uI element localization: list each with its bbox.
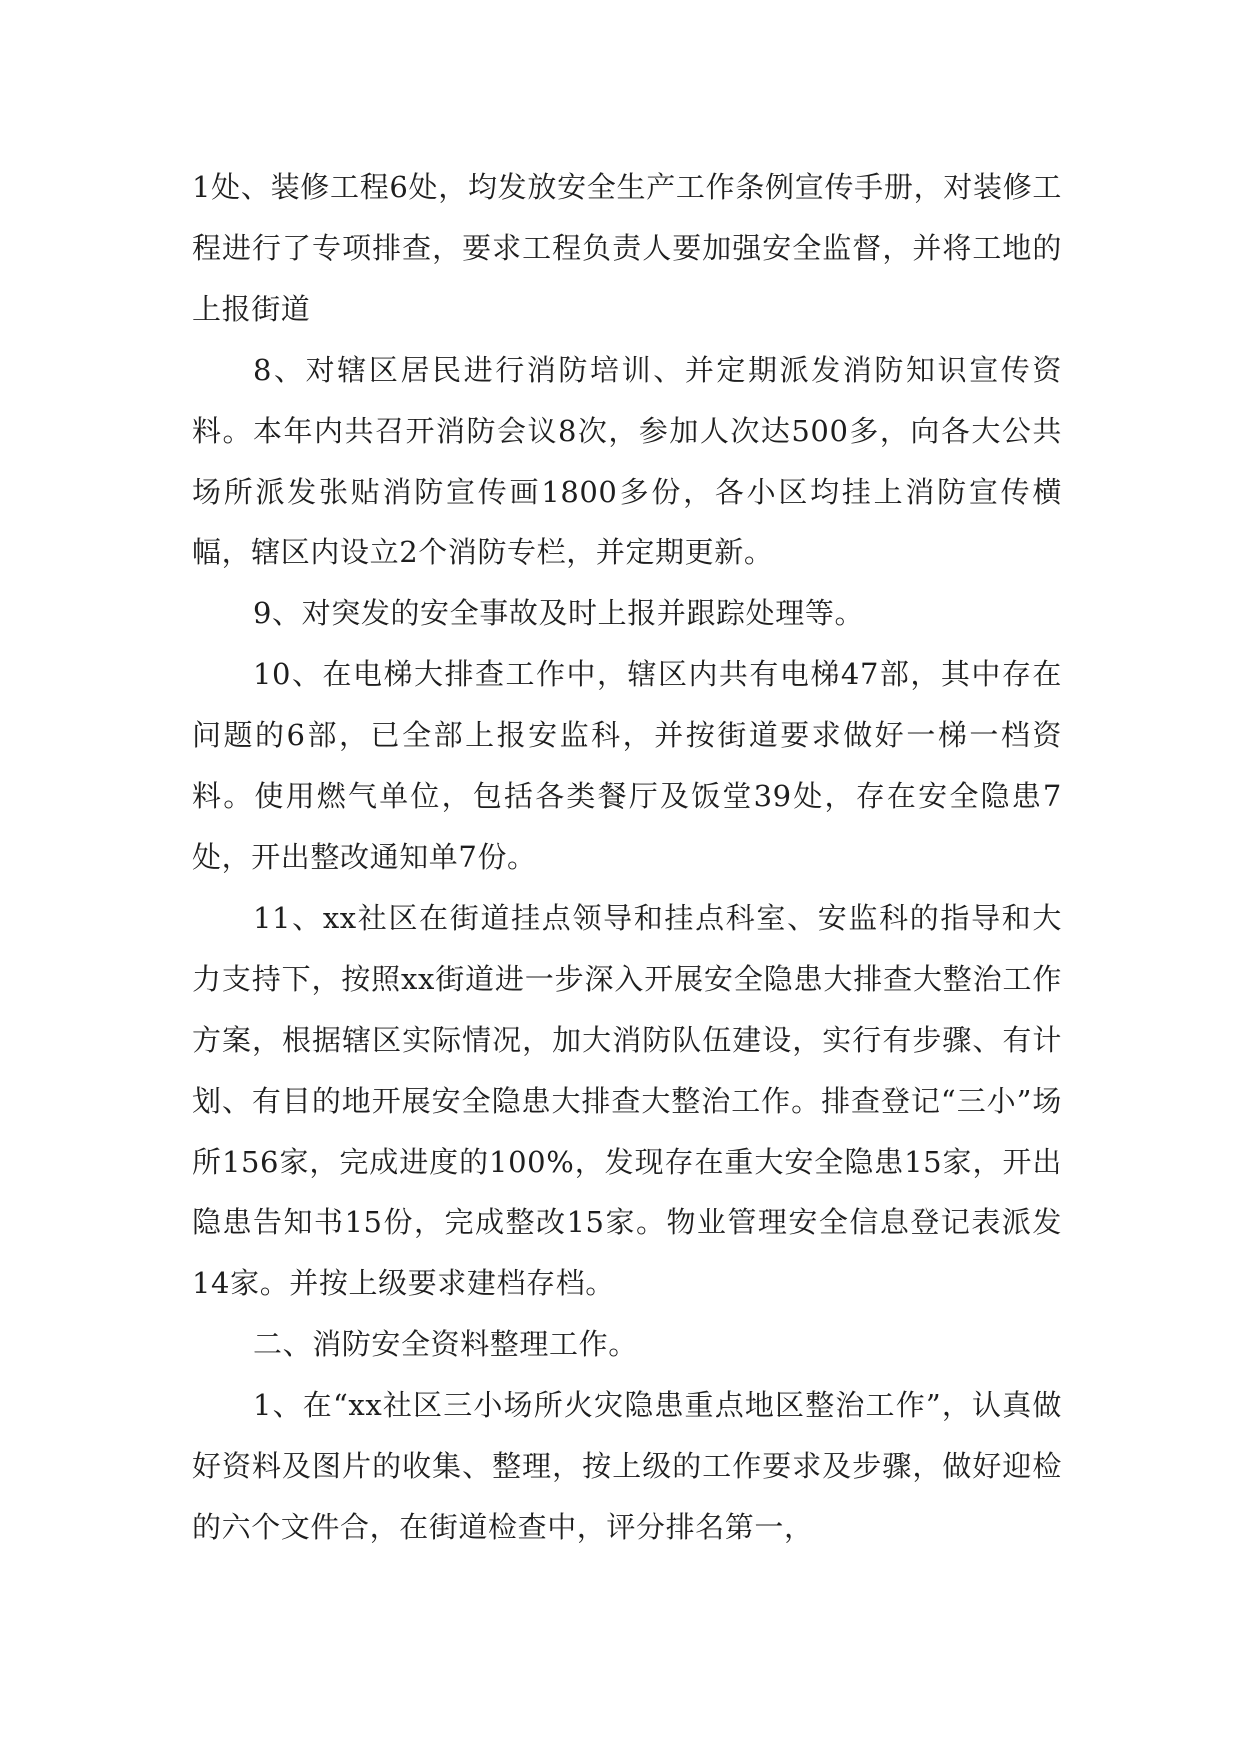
paragraph-item-8: 8、对辖区居民进行消防培训、并定期派发消防知识宣传资料。本年内共召开消防会议8次，参加人次达500多，向各大公共场所派发张贴消防宣传画1800多份，各小区均挂上消防宣传横幅，辖区内设立2个消防专栏，并定期更新。 xyxy=(192,352,1062,570)
paragraph-item-9: 9、对突发的安全事故及时上报并跟踪处理等。 xyxy=(253,596,865,631)
paragraph-item-10: 10、在电梯大排查工作中，辖区内共有电梯47部，其中存在问题的6部，已全部上报安监科，并按街道要求做好一梯一档资料。使用燃气单位，包括各类餐厅及饭堂39处，存在安全隐患7处，开出整改通知单7份。 xyxy=(192,657,1062,874)
paragraph-item-11: 11、xx社区在街道挂点领导和挂点科室、安监科的指导和大力支持下，按照xx街道进一步深入开展安全隐患大排查大整治工作方案，根据辖区实际情况，加大消防队伍建设，实行有步骤、有计划、有目的地开展安全隐患大排查大整治工作。排查登记“三小”场所156家，完成进度的100%，发现存在重大安全隐患15家，开出隐患告知书15份，完成整改15家。物业管理安全信息登记表派发14家。并按上级要求建档存档。 xyxy=(192,900,1062,1301)
section-heading-2: 二、消防安全资料整理工作。 xyxy=(253,1327,638,1362)
document-body xyxy=(192,157,1062,1558)
paragraph-section2-item-1: 1、在“xx社区三小场所火灾隐患重点地区整治工作”，认真做好资料及图片的收集、整理，按上级的工作要求及步骤，做好迎检的六个文件合，在街道检查中，评分排名第一， xyxy=(192,1388,1062,1544)
paragraph-continuation: 1处、装修工程6处，均发放安全生产工作条例宣传手册，对装修工程进行了专项排查，要求工程负责人要加强安全监督，并将工地的上报街道 xyxy=(192,170,1062,326)
